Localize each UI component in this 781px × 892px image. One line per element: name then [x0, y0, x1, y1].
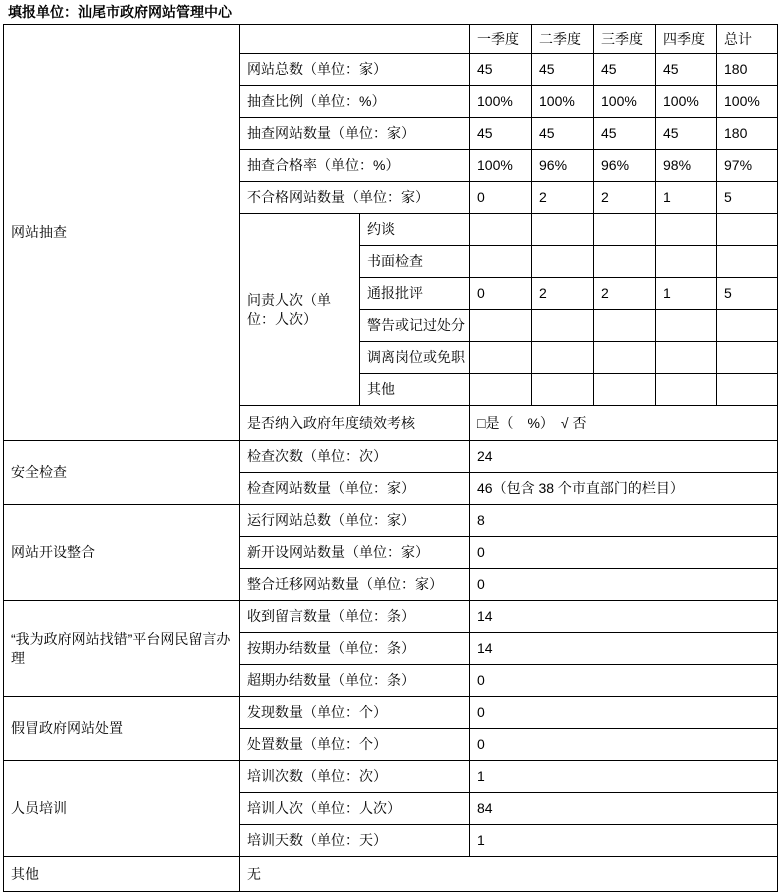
- value-cell: 98%: [656, 150, 717, 182]
- value-cell: [656, 342, 717, 374]
- table-row: [4, 697, 778, 729]
- value-cell: [532, 374, 594, 406]
- value-cell: [532, 214, 594, 246]
- row-label-training-days: 培训天数（单位：天）: [240, 825, 470, 857]
- value-cell: 1: [470, 825, 778, 857]
- row-label-pass-rate: 抽查合格率（单位：%）: [240, 150, 470, 182]
- value-cell: [470, 310, 532, 342]
- value-cell: 24: [470, 441, 778, 473]
- value-cell: 14: [470, 633, 778, 665]
- sub-row-label-written-check: 书面检查: [360, 246, 470, 278]
- value-cell: 45: [594, 118, 656, 150]
- sub-row-label-reassignment: 调离岗位或免职: [360, 342, 470, 374]
- value-cell: 8: [470, 505, 778, 537]
- value-cell: [594, 374, 656, 406]
- value-cell: 5: [717, 182, 778, 214]
- row-label-checked-site-count: 检查网站数量（单位：家）: [240, 473, 470, 505]
- report-table: [3, 24, 778, 892]
- row-label-failed-sites: 不合格网站数量（单位：家）: [240, 182, 470, 214]
- column-header-q4: 四季度: [656, 25, 717, 54]
- value-cell: 96%: [532, 150, 594, 182]
- table-row: [4, 441, 778, 473]
- value-cell: 180: [717, 118, 778, 150]
- value-cell: [717, 246, 778, 278]
- value-cell: [532, 310, 594, 342]
- value-cell: [656, 310, 717, 342]
- value-cell: 2: [532, 278, 594, 310]
- table-row: [4, 505, 778, 537]
- value-cell: 2: [594, 278, 656, 310]
- value-cell: [470, 214, 532, 246]
- value-cell: [594, 246, 656, 278]
- value-cell: [656, 374, 717, 406]
- value-cell: 1: [470, 761, 778, 793]
- section-cell-spot-check: 网站抽查: [4, 25, 240, 441]
- value-cell: 1: [656, 182, 717, 214]
- row-label-new-sites: 新开设网站数量（单位：家）: [240, 537, 470, 569]
- column-header-q3: 三季度: [594, 25, 656, 54]
- value-cell: [717, 374, 778, 406]
- value-cell: 84: [470, 793, 778, 825]
- row-label-messages-received: 收到留言数量（单位：条）: [240, 601, 470, 633]
- row-label-migrated-sites: 整合迁移网站数量（单位：家）: [240, 569, 470, 601]
- section-cell-training: 人员培训: [4, 761, 240, 857]
- value-cell: 5: [717, 278, 778, 310]
- value-cell: 45: [656, 118, 717, 150]
- value-cell: 45: [470, 54, 532, 86]
- value-cell: [594, 214, 656, 246]
- value-cell: 97%: [717, 150, 778, 182]
- column-header-total: 总计: [717, 25, 778, 54]
- row-label-assessment: 是否纳入政府年度绩效考核: [240, 406, 470, 441]
- value-cell: 100%: [532, 86, 594, 118]
- value-cell: 0: [470, 665, 778, 697]
- row-label-fake-handled: 处置数量（单位：个）: [240, 729, 470, 761]
- row-label-running-sites: 运行网站总数（单位：家）: [240, 505, 470, 537]
- value-cell: [717, 342, 778, 374]
- page-title: 填报单位：汕尾市政府网站管理中心: [8, 4, 232, 20]
- value-cell: 46（包含 38 个市直部门的栏目）: [470, 473, 778, 505]
- value-cell: 0: [470, 729, 778, 761]
- value-cell: [532, 246, 594, 278]
- value-cell: 0: [470, 278, 532, 310]
- value-cell: [532, 342, 594, 374]
- row-label-check-ratio: 抽查比例（单位：%）: [240, 86, 470, 118]
- value-cell: 45: [532, 118, 594, 150]
- row-label-total-sites: 网站总数（单位：家）: [240, 54, 470, 86]
- section-cell-fake-sites: 假冒政府网站处置: [4, 697, 240, 761]
- value-cell: 0: [470, 569, 778, 601]
- row-label-training-attendees: 培训人次（单位：人次）: [240, 793, 470, 825]
- other-value-cell: 无: [240, 857, 778, 892]
- corner-empty-cell: [240, 25, 470, 54]
- section-cell-site-integration: 网站开设整合: [4, 505, 240, 601]
- column-header-q1: 一季度: [470, 25, 532, 54]
- value-cell: 100%: [594, 86, 656, 118]
- table-row: [4, 857, 778, 892]
- sub-row-label-interview: 约谈: [360, 214, 470, 246]
- table-header-row: [4, 25, 778, 54]
- row-label-training-sessions: 培训次数（单位：次）: [240, 761, 470, 793]
- value-cell: 0: [470, 182, 532, 214]
- value-cell: [470, 374, 532, 406]
- value-cell: [594, 310, 656, 342]
- value-cell: 180: [717, 54, 778, 86]
- value-cell: 100%: [656, 86, 717, 118]
- value-cell: [594, 342, 656, 374]
- section-cell-other: 其他: [4, 857, 240, 892]
- value-cell: 45: [594, 54, 656, 86]
- value-cell: [717, 310, 778, 342]
- value-cell: 45: [656, 54, 717, 86]
- value-cell: [470, 246, 532, 278]
- value-cell: [717, 214, 778, 246]
- column-header-q2: 二季度: [532, 25, 594, 54]
- sub-row-label-warning: 警告或记过处分: [360, 310, 470, 342]
- value-cell: 0: [470, 537, 778, 569]
- value-cell: 2: [594, 182, 656, 214]
- value-cell: 45: [470, 118, 532, 150]
- sub-row-label-public-criticism: 通报批评: [360, 278, 470, 310]
- value-cell: 100%: [470, 86, 532, 118]
- value-cell: 0: [470, 697, 778, 729]
- row-label-fake-found: 发现数量（单位：个）: [240, 697, 470, 729]
- value-cell: 100%: [470, 150, 532, 182]
- table-row: [4, 761, 778, 793]
- row-label-accountability: 问责人次（单位：人次）: [240, 214, 360, 406]
- row-label-resolved-overdue: 超期办结数量（单位：条）: [240, 665, 470, 697]
- value-cell: 2: [532, 182, 594, 214]
- row-label-check-count: 检查次数（单位：次）: [240, 441, 470, 473]
- value-cell: [656, 214, 717, 246]
- value-cell: 100%: [717, 86, 778, 118]
- value-cell: 14: [470, 601, 778, 633]
- section-cell-error-feedback: “我为政府网站找错”平台网民留言办理: [4, 601, 240, 697]
- value-cell: [470, 342, 532, 374]
- value-cell: 96%: [594, 150, 656, 182]
- row-label-checked-sites: 抽查网站数量（单位：家）: [240, 118, 470, 150]
- row-label-resolved-on-time: 按期办结数量（单位：条）: [240, 633, 470, 665]
- value-cell: [656, 246, 717, 278]
- value-cell: 1: [656, 278, 717, 310]
- assessment-value-cell: □是（ %） √ 否: [470, 406, 778, 441]
- table-row: [4, 601, 778, 633]
- value-cell: 45: [532, 54, 594, 86]
- sub-row-label-other: 其他: [360, 374, 470, 406]
- section-cell-security-check: 安全检查: [4, 441, 240, 505]
